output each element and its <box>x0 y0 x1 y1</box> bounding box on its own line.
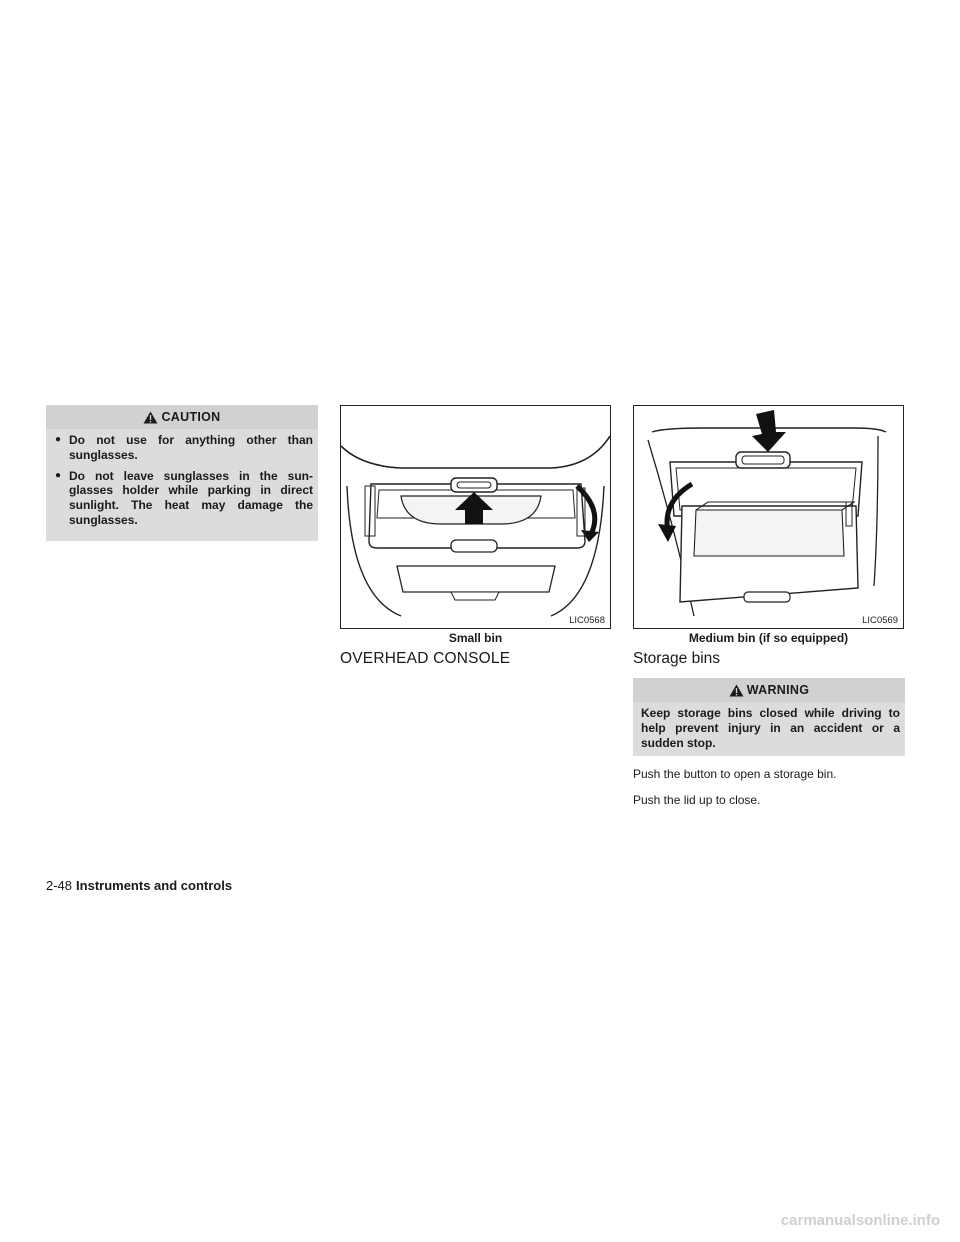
warning-title: WARNING <box>746 683 810 697</box>
small-bin-figure <box>340 405 611 629</box>
page-number: 2-48 <box>46 878 73 893</box>
subsection-title: Storage bins <box>633 650 721 667</box>
paragraph: Push the lid up to close. <box>633 793 761 807</box>
caution-item: ● Do not use for anything other than sunglasses. <box>55 433 313 463</box>
warning-text: Keep storage bins closed while driving to help prevent injury in an accident or a sudden stop. <box>641 706 900 750</box>
watermark: carmanualsonline.info <box>780 1212 940 1229</box>
caution-title: CAUTION <box>161 410 221 424</box>
figure-caption: Medium bin (if so equipped) <box>688 631 849 645</box>
figure-caption: Small bin <box>448 631 503 645</box>
chapter-title: Instruments and controls <box>76 878 233 893</box>
paragraph: Push the button to open a storage bin. <box>633 767 837 781</box>
warning-header <box>633 678 905 702</box>
small-bin-illustration <box>341 406 610 628</box>
medium-bin-figure <box>633 405 904 629</box>
caution-box <box>46 405 318 541</box>
caution-item: ● Do not leave sunglasses in the sun- glasses holder while parking in direct sunlight. The heat may damage the sunglasses. <box>55 469 313 528</box>
warning-box <box>633 678 905 756</box>
medium-bin-illustration <box>634 406 903 628</box>
caution-list <box>46 433 318 528</box>
warning-triangle-icon <box>729 684 744 697</box>
page-footer <box>46 878 232 893</box>
warning-triangle-icon <box>143 411 158 424</box>
figure-code: LIC0569 <box>862 615 898 626</box>
figure-code: LIC0568 <box>569 615 605 626</box>
caution-header <box>46 405 318 429</box>
section-title: OVERHEAD CONSOLE <box>340 650 511 667</box>
